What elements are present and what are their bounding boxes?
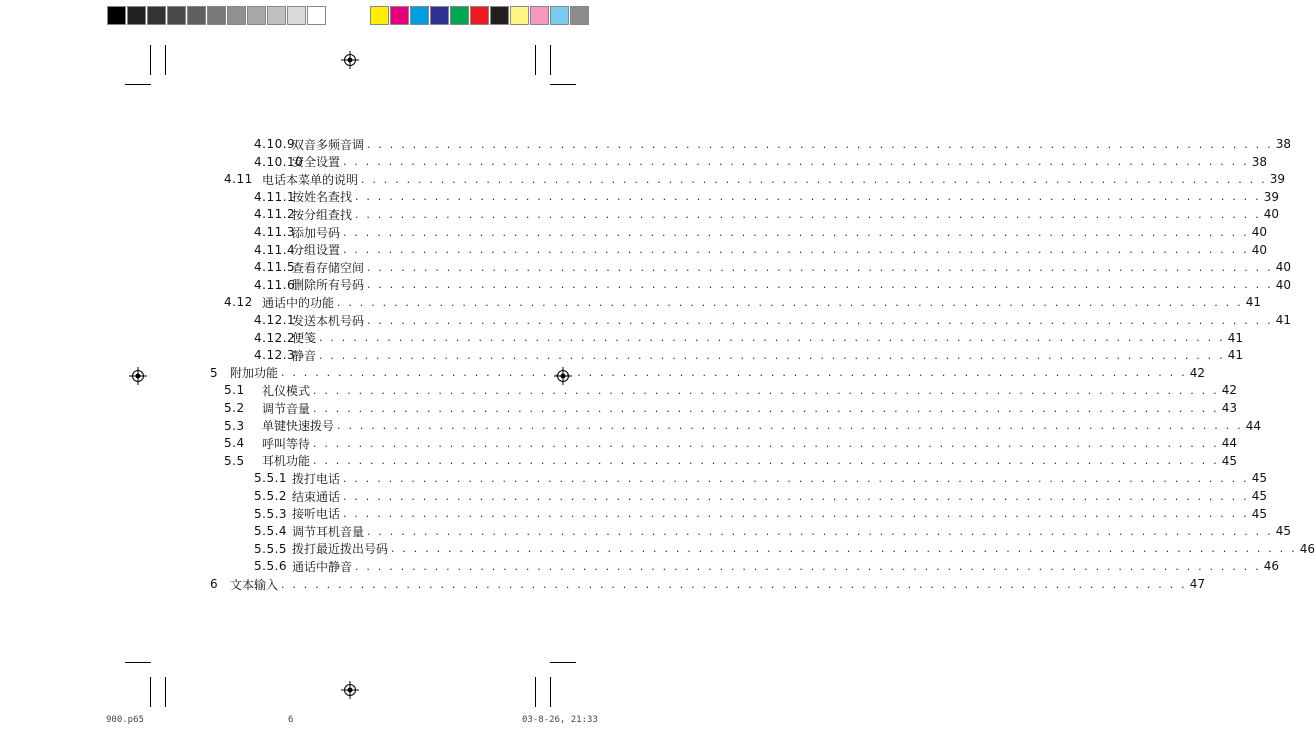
color-swatch <box>127 6 146 25</box>
toc-leader-dots: . . . . . . . . . . . . . . . . . . . . . . . . . . . . . . . . . . . . . . . . . . . . . . . . . . . . . . . . . . . . . . . . . . . . . . . . . . . . . . . . <box>319 348 1225 362</box>
toc-entry-title: 礼仪模式 <box>262 383 311 398</box>
color-swatch <box>390 6 409 25</box>
toc-entry-page: 39 <box>1263 189 1280 204</box>
toc-entry-title: 调节耳机音量 <box>292 524 365 539</box>
toc-entry-number: 4.12.1 <box>254 313 296 327</box>
color-swatch <box>570 6 589 25</box>
toc-entry[interactable] <box>224 417 1262 435</box>
toc-entry-title: 便笺 <box>292 331 317 346</box>
toc-entry-title: 结束通话 <box>292 489 341 504</box>
registration-mark-icon <box>341 51 359 69</box>
toc-entry-title: 耳机功能 <box>262 454 311 469</box>
color-swatch <box>247 6 266 25</box>
color-swatch <box>410 6 429 25</box>
toc-entry-title: 附加功能 <box>230 366 279 381</box>
toc-entry-number: 4.10.9 <box>254 137 296 151</box>
color-swatch <box>430 6 449 25</box>
toc-leader-dots: . . . . . . . . . . . . . . . . . . . . . . . . . . . . . . . . . . . . . . . . . . . . . . . . . . . . . . . . . . . . . . . . . . . . . . . . . . . . . . . . <box>343 243 1249 257</box>
toc-leader-dots: . . . . . . . . . . . . . . . . . . . . . . . . . . . . . . . . . . . . . . . . . . . . . . . . . . . . . . . . . . . . . . . . . . . . . . . . . . . . . . . . <box>313 454 1219 468</box>
toc-entry-page: 42 <box>1221 383 1238 398</box>
toc-leader-dots: . . . . . . . . . . . . . . . . . . . . . . . . . . . . . . . . . . . . . . . . . . . . . . . . . . . . . . . . . . . . . . . . . . . . . . . . . . . . . . . . <box>343 471 1249 485</box>
toc-entry-number: 5.5.2 <box>254 489 288 503</box>
toc-entry-page: 43 <box>1221 401 1238 415</box>
color-swatch <box>510 6 529 25</box>
toc-entry[interactable] <box>224 399 1238 417</box>
toc-entry-number: 4.11.3 <box>254 225 296 239</box>
toc-entry-page: 38 <box>1251 154 1268 169</box>
toc-entry-title: 通话中静音 <box>292 559 353 574</box>
toc-entry-title: 按分组查找 <box>292 207 353 222</box>
toc-leader-dots: . . . . . . . . . . . . . . . . . . . . . . . . . . . . . . . . . . . . . . . . . . . . . . . . . . . . . . . . . . . . . . . . . . . . . . . . . . . . . . . . <box>367 260 1273 274</box>
toc-entry[interactable] <box>210 575 1206 593</box>
color-swatch <box>307 6 326 25</box>
toc-entry-number: 4.12.2 <box>254 330 296 345</box>
toc-entry-number: 4.12 <box>224 295 253 310</box>
toc-entry[interactable] <box>210 364 1206 382</box>
toc-entry-number: 5.5.3 <box>254 506 288 521</box>
toc-leader-dots: . . . . . . . . . . . . . . . . . . . . . . . . . . . . . . . . . . . . . . . . . . . . . . . . . . . . . . . . . . . . . . . . . . . . . . . . . . . . . . . . <box>367 313 1273 327</box>
color-swatch <box>227 6 246 25</box>
toc-entry-title: 双音多频音调 <box>292 137 365 152</box>
color-swatch <box>450 6 469 25</box>
toc-entry-number: 4.11 <box>224 172 253 187</box>
color-calibration-bar <box>370 6 590 25</box>
footer-timestamp: 03-8-26, 21:33 <box>522 715 598 725</box>
toc-leader-dots: . . . . . . . . . . . . . . . . . . . . . . . . . . . . . . . . . . . . . . . . . . . . . . . . . . . . . . . . . . . . . . . . . . . . . . . . . . . . . . . . <box>337 295 1243 309</box>
color-swatch <box>147 6 166 25</box>
toc-entry-title: 拨打最近拨出号码 <box>292 542 389 557</box>
toc-entry-number: 4.12.3 <box>254 348 296 363</box>
toc-leader-dots: . . . . . . . . . . . . . . . . . . . . . . . . . . . . . . . . . . . . . . . . . . . . . . . . . . . . . . . . . . . . . . . . . . . . . . . . . . . . . . . . <box>343 155 1249 169</box>
toc-leader-dots: . . . . . . . . . . . . . . . . . . . . . . . . . . . . . . . . . . . . . . . . . . . . . . . . . . . . . . . . . . . . . . . . . . . . . . . . . . . . . . . . <box>281 366 1187 380</box>
toc-entry[interactable] <box>254 258 1292 276</box>
toc-leader-dots: . . . . . . . . . . . . . . . . . . . . . . . . . . . . . . . . . . . . . . . . . . . . . . . . . . . . . . . . . . . . . . . . . . . . . . . . . . . . . . . . <box>343 507 1249 521</box>
toc-leader-dots: . . . . . . . . . . . . . . . . . . . . . . . . . . . . . . . . . . . . . . . . . . . . . . . . . . . . . . . . . . . . . . . . . . . . . . . . . . . . . . . . <box>391 542 1297 556</box>
toc-entry-title: 分组设置 <box>292 243 341 258</box>
toc-entry[interactable] <box>254 469 1268 487</box>
toc-entry-title: 接听电话 <box>292 507 341 522</box>
toc-entry-title: 删除所有号码 <box>292 278 365 293</box>
toc-entry-page: 45 <box>1251 471 1268 486</box>
color-swatch <box>187 6 206 25</box>
toc-entry-page: 39 <box>1269 172 1286 187</box>
color-swatch <box>267 6 286 25</box>
toc-entry[interactable] <box>254 241 1268 259</box>
toc-leader-dots: . . . . . . . . . . . . . . . . . . . . . . . . . . . . . . . . . . . . . . . . . . . . . . . . . . . . . . . . . . . . . . . . . . . . . . . . . . . . . . . . <box>367 278 1273 292</box>
toc-entry-title: 按姓名查找 <box>292 190 353 205</box>
color-swatch <box>207 6 226 25</box>
color-swatch <box>370 6 389 25</box>
toc-entry-page: 44 <box>1245 418 1262 433</box>
color-swatch <box>167 6 186 25</box>
toc-entry-title: 文本输入 <box>230 577 279 592</box>
toc-entry-page: 47 <box>1189 577 1206 591</box>
toc-entry-title: 安全设置 <box>292 155 341 170</box>
toc-entry-title: 拨打电话 <box>292 471 341 486</box>
toc-entry[interactable] <box>254 188 1280 206</box>
toc-leader-dots: . . . . . . . . . . . . . . . . . . . . . . . . . . . . . . . . . . . . . . . . . . . . . . . . . . . . . . . . . . . . . . . . . . . . . . . . . . . . . . . . <box>355 559 1261 573</box>
toc-entry-number: 5 <box>210 365 219 380</box>
toc-leader-dots: . . . . . . . . . . . . . . . . . . . . . . . . . . . . . . . . . . . . . . . . . . . . . . . . . . . . . . . . . . . . . . . . . . . . . . . . . . . . . . . . <box>337 419 1243 433</box>
toc-entry[interactable] <box>224 452 1238 470</box>
toc-entry-number: 5.2 <box>224 401 245 415</box>
toc-entry-page: 45 <box>1275 524 1292 539</box>
toc-entry-number: 6 <box>210 577 219 591</box>
toc-entry-page: 38 <box>1275 137 1292 151</box>
toc-entry[interactable] <box>254 522 1292 540</box>
footer-page-number: 6 <box>288 715 294 725</box>
toc-entry-page: 40 <box>1275 277 1292 292</box>
toc-entry-number: 5.1 <box>224 383 245 398</box>
toc-entry-page: 45 <box>1251 489 1268 503</box>
color-swatch <box>550 6 569 25</box>
toc-leader-dots: . . . . . . . . . . . . . . . . . . . . . . . . . . . . . . . . . . . . . . . . . . . . . . . . . . . . . . . . . . . . . . . . . . . . . . . . . . . . . . . . <box>343 489 1249 503</box>
toc-entry[interactable] <box>254 153 1268 171</box>
toc-entry-title: 静音 <box>292 348 317 363</box>
toc-entry-number: 5.5 <box>224 453 245 468</box>
toc-entry-number: 5.5.1 <box>254 471 288 486</box>
toc-entry-number: 5.5.6 <box>254 559 288 574</box>
toc-entry-title: 查看存储空间 <box>292 260 365 275</box>
toc-leader-dots: . . . . . . . . . . . . . . . . . . . . . . . . . . . . . . . . . . . . . . . . . . . . . . . . . . . . . . . . . . . . . . . . . . . . . . . . . . . . . . . . <box>319 331 1225 345</box>
toc-leader-dots: . . . . . . . . . . . . . . . . . . . . . . . . . . . . . . . . . . . . . . . . . . . . . . . . . . . . . . . . . . . . . . . . . . . . . . . . . . . . . . . . <box>313 401 1219 415</box>
toc-entry-page: 42 <box>1189 365 1206 380</box>
toc-entry[interactable] <box>224 170 1286 188</box>
toc-leader-dots: . . . . . . . . . . . . . . . . . . . . . . . . . . . . . . . . . . . . . . . . . . . . . . . . . . . . . . . . . . . . . . . . . . . . . . . . . . . . . . . . <box>281 577 1187 591</box>
toc-entry-number: 4.11.5 <box>254 260 296 275</box>
toc-entry-page: 45 <box>1251 506 1268 521</box>
toc-entry-title: 电话本菜单的说明 <box>262 172 359 187</box>
toc-entry-number: 5.3 <box>224 418 245 433</box>
toc-entry[interactable] <box>254 329 1244 347</box>
toc-entry-number: 4.11.2 <box>254 207 296 222</box>
color-swatch <box>107 6 126 25</box>
toc-entry[interactable] <box>254 540 1315 558</box>
toc-entry-page: 46 <box>1299 541 1315 556</box>
toc-entry[interactable] <box>254 311 1292 329</box>
toc-entry-page: 40 <box>1251 242 1268 257</box>
toc-leader-dots: . . . . . . . . . . . . . . . . . . . . . . . . . . . . . . . . . . . . . . . . . . . . . . . . . . . . . . . . . . . . . . . . . . . . . . . . . . . . . . . . <box>367 524 1273 538</box>
toc-entry-title: 单键快速拨号 <box>262 419 335 434</box>
color-swatch <box>530 6 549 25</box>
toc-entry-page: 44 <box>1221 436 1238 451</box>
toc-leader-dots: . . . . . . . . . . . . . . . . . . . . . . . . . . . . . . . . . . . . . . . . . . . . . . . . . . . . . . . . . . . . . . . . . . . . . . . . . . . . . . . . <box>313 436 1219 450</box>
toc-entry[interactable] <box>254 346 1244 364</box>
toc-entry[interactable] <box>254 205 1280 223</box>
toc-entry-page: 40 <box>1275 260 1292 275</box>
toc-entry-title: 发送本机号码 <box>292 313 365 328</box>
toc-entry-page: 41 <box>1227 348 1244 363</box>
toc-entry[interactable] <box>224 434 1238 452</box>
toc-entry-page: 40 <box>1263 207 1280 222</box>
toc-entry-number: 5.4 <box>224 436 245 451</box>
toc-entry[interactable] <box>254 276 1292 294</box>
toc-entry[interactable] <box>224 293 1262 311</box>
toc-entry[interactable] <box>254 557 1280 575</box>
toc-entry-page: 40 <box>1251 225 1268 239</box>
color-swatch <box>470 6 489 25</box>
toc-entry-number: 4.11.4 <box>254 242 296 257</box>
toc-leader-dots: . . . . . . . . . . . . . . . . . . . . . . . . . . . . . . . . . . . . . . . . . . . . . . . . . . . . . . . . . . . . . . . . . . . . . . . . . . . . . . . . <box>313 383 1219 397</box>
footer-filename: 900.p65 <box>106 715 144 725</box>
color-swatch <box>490 6 509 25</box>
toc-leader-dots: . . . . . . . . . . . . . . . . . . . . . . . . . . . . . . . . . . . . . . . . . . . . . . . . . . . . . . . . . . . . . . . . . . . . . . . . . . . . . . . . <box>355 190 1261 204</box>
toc-entry-number: 5.5.5 <box>254 541 288 556</box>
registration-mark-icon <box>129 367 147 385</box>
toc-entry-title: 呼叫等待 <box>262 436 311 451</box>
color-swatch <box>287 6 306 25</box>
toc-entry-page: 41 <box>1245 295 1262 310</box>
toc-entry-page: 41 <box>1227 330 1244 345</box>
toc-entry-title: 调节音量 <box>262 401 311 416</box>
toc-entry[interactable] <box>254 505 1268 523</box>
toc-entry[interactable] <box>254 223 1268 241</box>
toc-entry[interactable] <box>224 381 1238 399</box>
toc-entry-page: 45 <box>1221 453 1238 468</box>
toc-entry-page: 46 <box>1263 559 1280 574</box>
toc-entry-title: 添加号码 <box>292 225 341 240</box>
toc-leader-dots: . . . . . . . . . . . . . . . . . . . . . . . . . . . . . . . . . . . . . . . . . . . . . . . . . . . . . . . . . . . . . . . . . . . . . . . . . . . . . . . . <box>367 137 1273 151</box>
registration-mark-icon <box>341 681 359 699</box>
toc-entry-page: 41 <box>1275 313 1292 327</box>
toc-entry-number: 4.10.10 <box>254 154 304 169</box>
toc-entry-number: 4.11.6 <box>254 277 296 292</box>
toc-entry[interactable] <box>254 487 1268 505</box>
toc-leader-dots: . . . . . . . . . . . . . . . . . . . . . . . . . . . . . . . . . . . . . . . . . . . . . . . . . . . . . . . . . . . . . . . . . . . . . . . . . . . . . . . . <box>361 172 1267 186</box>
toc-leader-dots: . . . . . . . . . . . . . . . . . . . . . . . . . . . . . . . . . . . . . . . . . . . . . . . . . . . . . . . . . . . . . . . . . . . . . . . . . . . . . . . . <box>343 225 1249 239</box>
toc-entry-title: 通话中的功能 <box>262 295 335 310</box>
toc-entry[interactable] <box>254 135 1292 153</box>
grayscale-calibration-bar <box>107 6 327 25</box>
toc-leader-dots: . . . . . . . . . . . . . . . . . . . . . . . . . . . . . . . . . . . . . . . . . . . . . . . . . . . . . . . . . . . . . . . . . . . . . . . . . . . . . . . . <box>355 207 1261 221</box>
toc-entry-number: 4.11.1 <box>254 189 296 204</box>
toc-entry-number: 5.5.4 <box>254 524 288 539</box>
